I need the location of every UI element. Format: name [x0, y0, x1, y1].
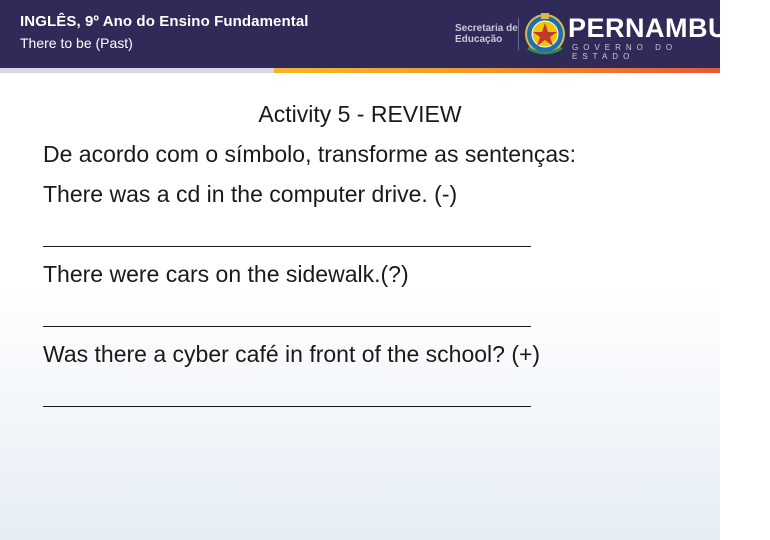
brand-name: PERNAMBUCO [568, 13, 770, 43]
secretaria-label [455, 23, 518, 45]
course-title: INGLÊS, 9º Ano do Ensino Fundamental [20, 13, 309, 30]
course-subtitle: There to be (Past) [20, 35, 133, 51]
activity-title: Activity 5 - REVIEW [258, 101, 462, 127]
sentence-3: Was there a cyber café in front of the school? (+) [43, 341, 541, 367]
answer-blank-2 [43, 326, 531, 327]
slide-header [0, 0, 770, 68]
sentence-2: There were cars on the sidewalk.(?) [43, 261, 409, 287]
answer-blank-3 [43, 406, 531, 407]
sentence-1: There was a cd in the computer drive. (-) [43, 181, 458, 207]
logo-divider [518, 18, 519, 50]
secretaria-line-1: Secretaria de [455, 23, 518, 34]
brand-subtitle: GOVERNO DO ESTADO [572, 43, 678, 61]
secretaria-line-2: Educação [455, 34, 503, 45]
instruction-text: De acordo com o símbolo, transforme as sentenças: [43, 141, 577, 167]
pernambuco-crest-icon [524, 12, 566, 58]
answer-blank-1 [43, 246, 531, 247]
